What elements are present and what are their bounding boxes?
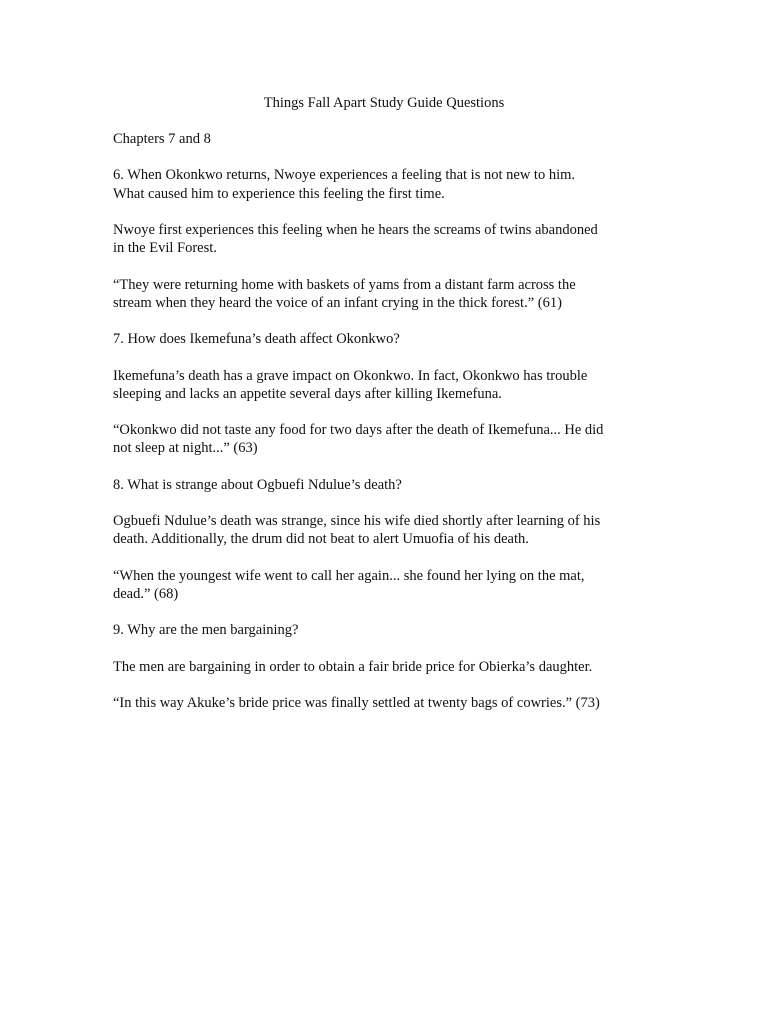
text-line: 8. What is strange about Ogbuefi Ndulue’s death?: [113, 476, 402, 493]
question-8: [113, 476, 661, 494]
chapter-heading: [113, 130, 661, 148]
text-line: “Okonkwo did not taste any food for two days after the death of Ikemefuna... He did: [113, 422, 604, 439]
answer-8: [113, 512, 661, 548]
quote-8: [113, 567, 661, 603]
text-line: not sleep at night...” (63): [113, 440, 258, 457]
text-line: Nwoye first experiences this feeling when he hears the screams of twins abandoned: [113, 221, 598, 238]
document-title: Things Fall Apart Study Guide Questions: [263, 95, 505, 111]
text-line: 9. Why are the men bargaining?: [113, 622, 299, 639]
answer-9: [113, 658, 661, 676]
quote-6: [113, 276, 661, 312]
quote-7: [113, 421, 661, 457]
text-line: What caused him to experience this feeling the first time.: [113, 185, 445, 202]
question-7: [113, 330, 661, 348]
document-body: [113, 130, 661, 731]
text-line: 7. How does Ikemefuna’s death affect Okonkwo?: [113, 331, 400, 348]
answer-7: [113, 367, 661, 403]
text-line: Ogbuefi Ndulue’s death was strange, since his wife died shortly after learning of his: [113, 513, 601, 530]
text-line: death. Additionally, the drum did not beat to alert Umuofia of his death.: [113, 531, 529, 548]
text-line: in the Evil Forest.: [113, 240, 217, 257]
text-line: “They were returning home with baskets of yams from a distant farm across the: [113, 276, 576, 293]
text-line: sleeping and lacks an appetite several days after killing Ikemefuna.: [113, 385, 502, 402]
text-line: “When the youngest wife went to call her again... she found her lying on the mat,: [113, 567, 585, 584]
chapter-heading-text: Chapters 7 and 8: [113, 131, 211, 147]
text-line: “In this way Akuke’s bride price was finally settled at twenty bags of cowries.” (73): [113, 695, 600, 712]
text-line: stream when they heard the voice of an infant crying in the thick forest.” (61): [113, 294, 562, 311]
quote-9: [113, 694, 661, 712]
question-9: [113, 621, 661, 639]
text-line: Ikemefuna’s death has a grave impact on Okonkwo. In fact, Okonkwo has trouble: [113, 367, 588, 384]
answer-6: [113, 221, 661, 257]
text-line: dead.” (68): [113, 585, 179, 602]
text-line: The men are bargaining in order to obtain a fair bride price for Obierka’s daughter.: [113, 658, 593, 675]
text-line: 6. When Okonkwo returns, Nwoye experiences a feeling that is not new to him.: [113, 167, 576, 184]
question-6: [113, 166, 661, 202]
